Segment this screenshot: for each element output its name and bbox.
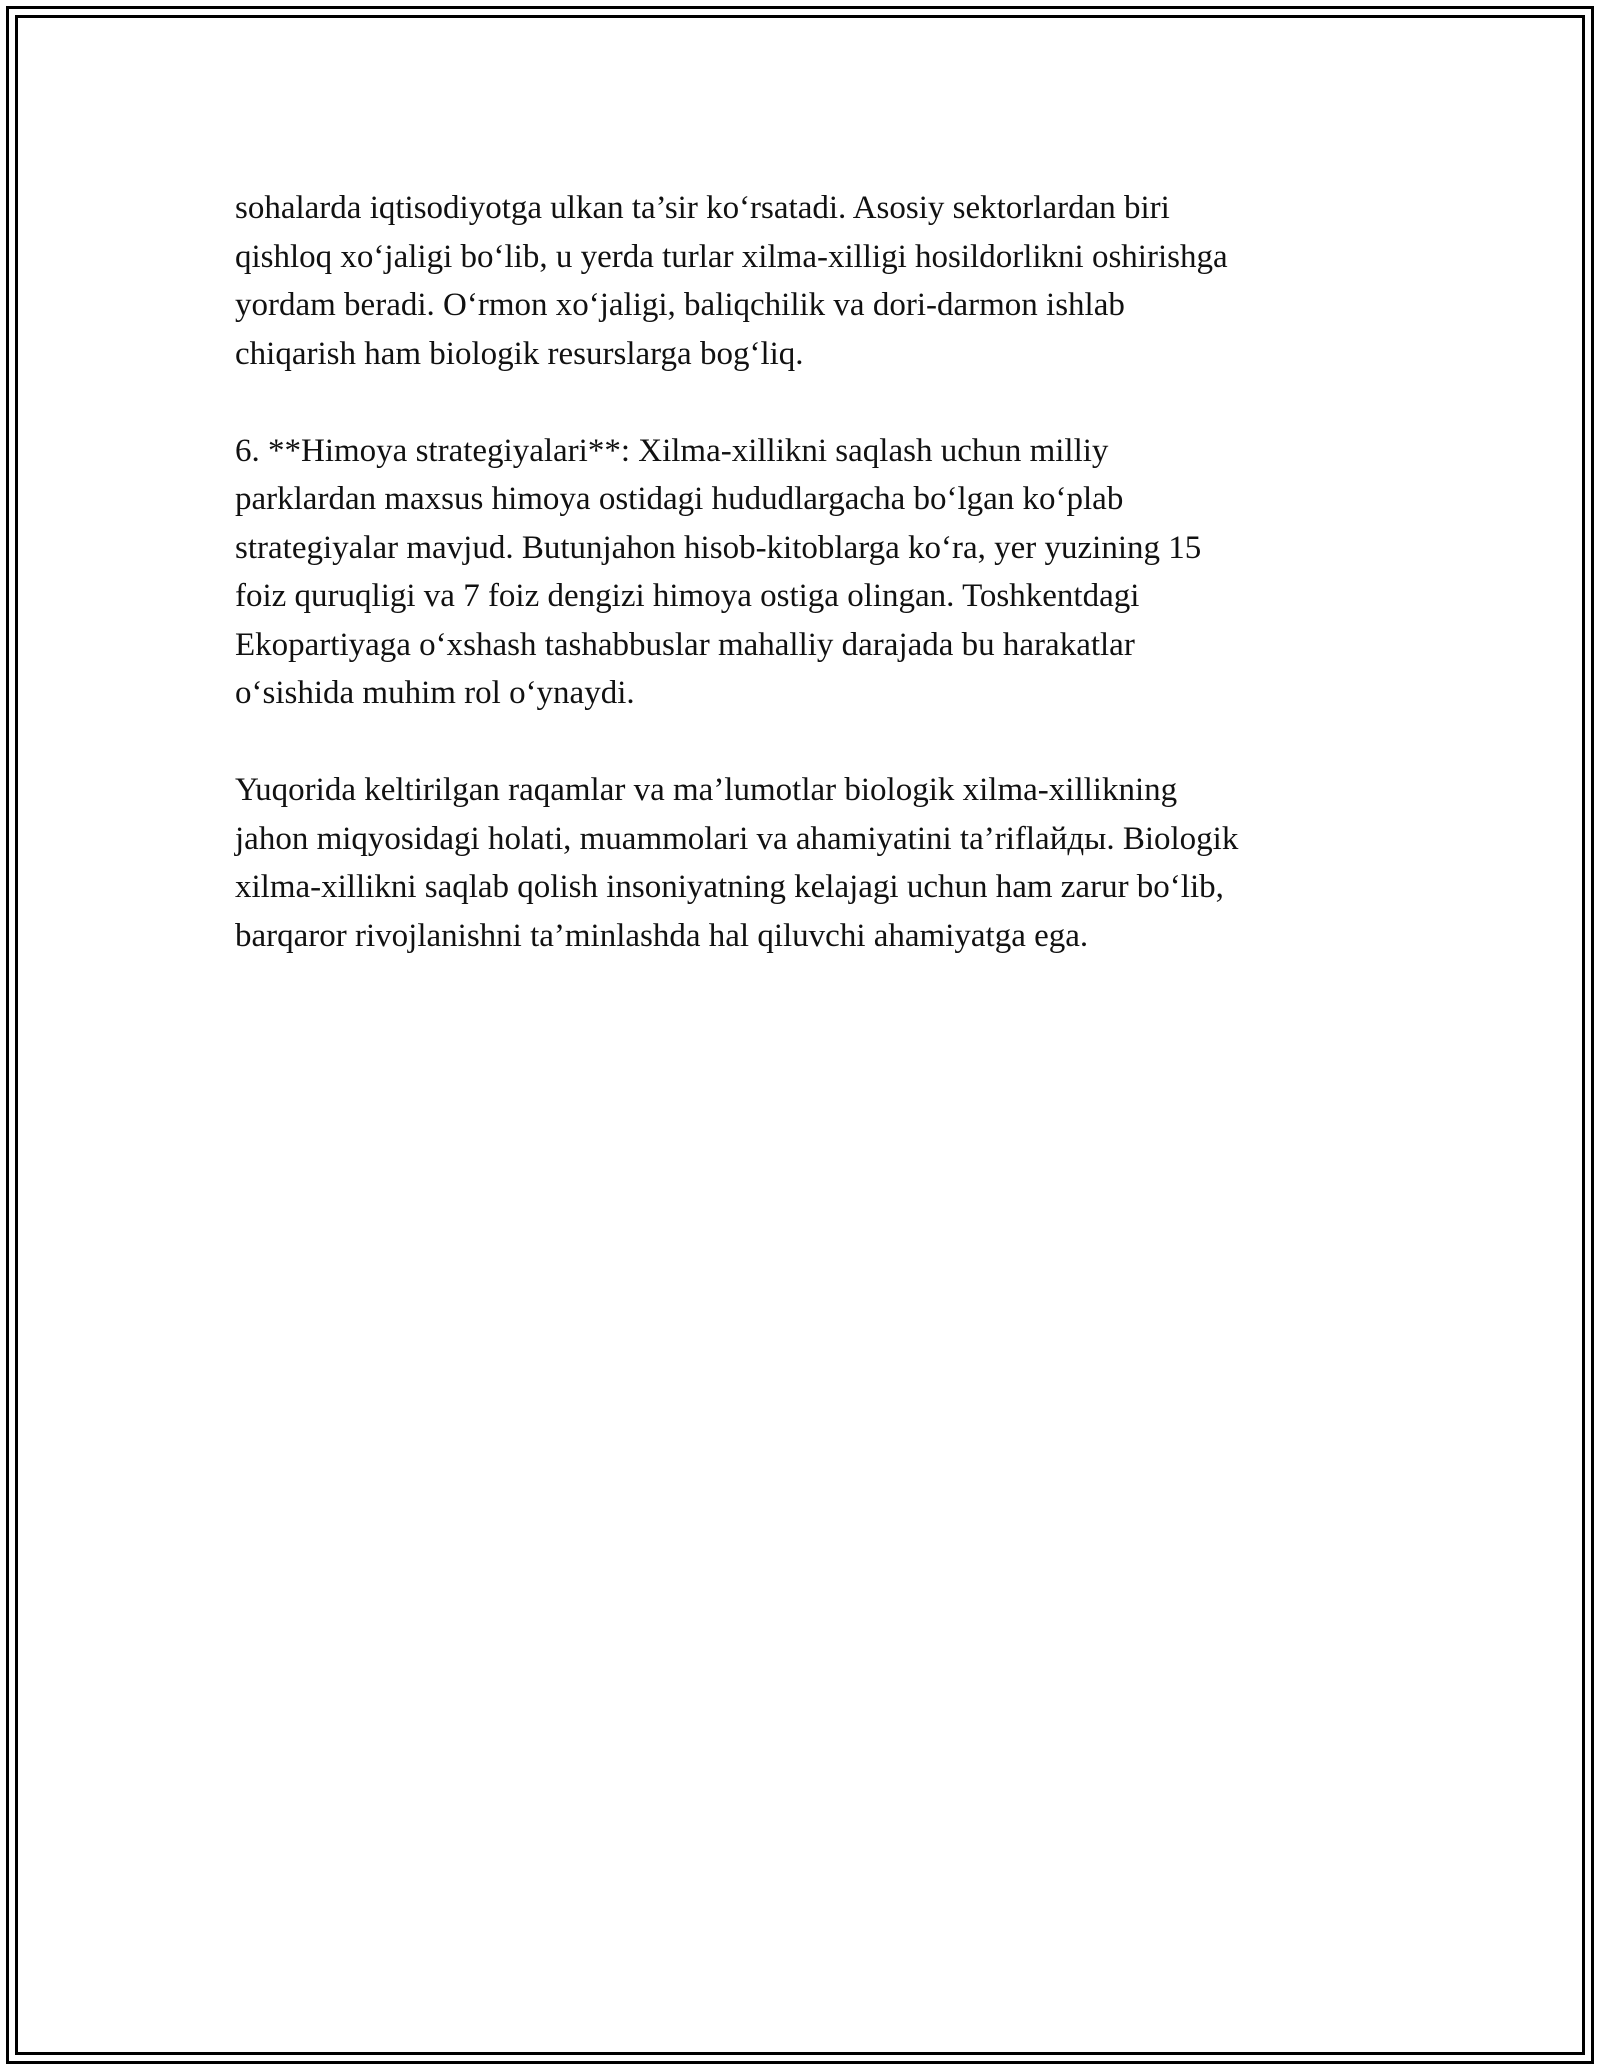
text-line: chiqarish ham biologik resurslarga bog‘liq.: [235, 335, 804, 372]
text-line: yordam beradi. O‘rmon xo‘jaligi, baliqchilik va dori-darmon ishlab: [235, 287, 1125, 323]
text-line: Ekopartiyaga o‘xshash tashabbuslar mahalliy darajada bu harakatlar: [235, 626, 1135, 663]
text-line: barqaror rivojlanishni ta’minlashda hal qiluvchi ahamiyatga ega.: [235, 917, 1089, 954]
text-line: sohalarda iqtisodiyotga ulkan ta’sir ko‘rsatadi. Asosiy sektorlardan biri: [235, 190, 1170, 226]
paragraph-conclusion: [235, 766, 1375, 960]
text-line: Yuqorida keltirilgan raqamlar va ma’lumotlar biologik xilma-xillikning: [235, 772, 1178, 808]
text-line: xilma-xillikni saqlab qolish insoniyatning kelajagi uchun ham zarur bo‘lib,: [235, 869, 1224, 905]
text-line: 6. **Himoya strategiyalari**: Xilma-xillikni saqlash uchun milliy: [235, 432, 1109, 469]
text-line: o‘sishida muhim rol o‘ynaydi.: [235, 675, 635, 711]
text-line: strategiyalar mavjud. Butunjahon hisob-kitoblarga ko‘ra, yer yuzining 15: [235, 529, 1202, 566]
paragraph-protection-strategies: [235, 427, 1375, 718]
paragraph-economic-sectors: [235, 184, 1375, 378]
document-body: [235, 184, 1375, 1009]
text-line: parklardan maxsus himoya ostidagi hududlargacha bo‘lgan ko‘plab: [235, 481, 1124, 517]
text-line: qishloq xo‘jaligi bo‘lib, u yerda turlar xilma-xilligi hosildorlikni oshirishga: [235, 238, 1228, 275]
text-line: foiz quruqligi va 7 foiz dengizi himoya ostiga olingan. Toshkentdagi: [235, 578, 1140, 614]
text-line: jahon miqyosidagi holati, muammolari va ahamiyatini ta’riflaйды. Biologik: [235, 820, 1239, 857]
